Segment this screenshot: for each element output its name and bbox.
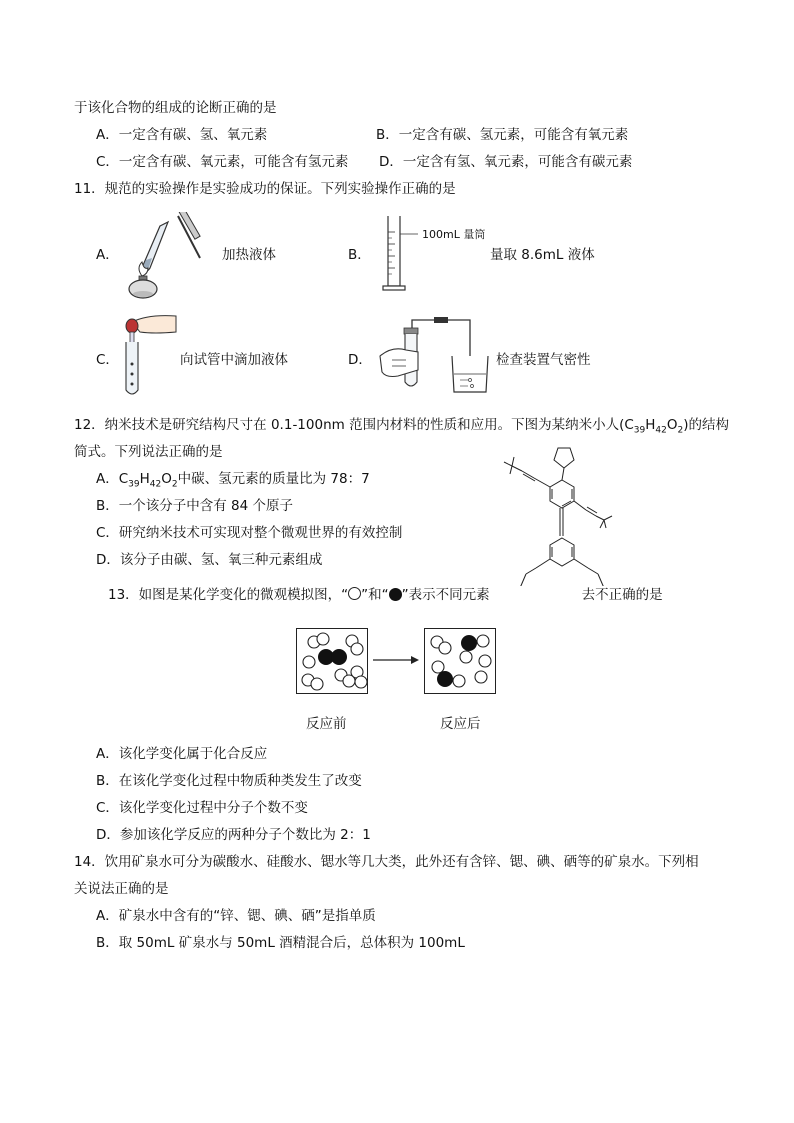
q13-option-b: B．在该化学变化过程中物质种类发生了改变 <box>96 773 362 789</box>
formula-h-count: 42 <box>655 425 667 436</box>
caption-before: 反应前 <box>306 716 347 732</box>
q12-stem-line2: 简式。下列说法正确的是 <box>74 444 223 460</box>
q12-stem-prefix: 12．纳米技术是研究结构尺寸在 0.1-100nm 范围内材料的性质和应用。下图为某纳米小人(C <box>74 417 634 433</box>
black-atom-icon <box>389 588 402 601</box>
after-molecules <box>425 629 495 693</box>
before-reaction-box <box>296 628 368 694</box>
q10-option-d: D．一定含有氢、氧元素，可能含有碳元素 <box>379 154 633 170</box>
nanoputian-structure-figure <box>500 440 620 590</box>
formula-c-count-a: 39 <box>128 479 140 490</box>
formula-h-count-a: 42 <box>149 479 162 490</box>
q10-stem: 于该化合物的组成的论断正确的是 <box>74 100 277 116</box>
q14-option-b: B．取 50mL 矿泉水与 50mL 酒精混合后，总体积为 100mL <box>96 935 465 951</box>
q11-option-d-letter: D． <box>348 352 372 368</box>
q10-option-a: A．一定含有碳、氢、氧元素 <box>96 127 268 143</box>
formula-o-count: 2 <box>677 425 684 436</box>
heating-liquid-figure <box>122 212 212 300</box>
formula-o-count-a: 2 <box>171 479 178 490</box>
after-reaction-box <box>424 628 496 694</box>
q11-option-c-text: 向试管中滴加液体 <box>180 352 288 368</box>
q13-stem-part1: 13．如图是某化学变化的微观模拟图，“ <box>108 587 349 603</box>
q12-option-a-suffix: 中碳、氢元素的质量比为 78：7 <box>177 471 370 487</box>
before-molecules <box>297 629 367 693</box>
cylinder-label: 100mL 量筒 <box>422 228 486 241</box>
q11-option-b-text: 量取 8.6mL 液体 <box>490 247 595 263</box>
q11-option-a-text: 加热液体 <box>222 247 276 263</box>
q11-option-d-text: 检查装置气密性 <box>496 352 591 368</box>
reaction-arrow-icon <box>373 654 419 666</box>
airtightness-check-figure <box>378 312 490 398</box>
q11-option-c-letter: C． <box>96 352 119 368</box>
q13-option-d: D．参加该化学反应的两种分子个数比为 2：1 <box>96 827 371 843</box>
q12-option-b: B．一个该分子中含有 84 个原子 <box>96 498 294 514</box>
q12-stem-suffix: )的结构 <box>683 417 729 433</box>
formula-c-count: 39 <box>633 425 646 436</box>
dropper-figure <box>118 312 180 400</box>
q13-stem-part3: ”表示不同元素 <box>401 587 490 603</box>
q11-option-a-letter: A． <box>96 247 119 263</box>
q12-option-a: A．$C_{39}H_{42}O_2$中碳、氢元素的质量比为 78：7 <box>96 471 370 490</box>
q13-stem <box>108 586 667 604</box>
q13-option-a: A．该化学变化属于化合反应 <box>96 746 268 762</box>
q11-stem: 11．规范的实验操作是实验成功的保证。下列实验操作正确的是 <box>74 181 456 197</box>
q13-stem-part4: 去不正确的是 <box>581 587 663 603</box>
q14-option-a: A．矿泉水中含有的“锌、锶、碘、硒”是指单质 <box>96 908 376 924</box>
q10-option-c: C．一定含有碳、氧元素，可能含有氢元素 <box>96 154 349 170</box>
q14-stem-line1: 14．饮用矿泉水可分为碳酸水、硅酸水、锶水等几大类，此外还有含锌、锶、碘、硒等的矿泉水。下列相 <box>74 854 699 870</box>
caption-after: 反应后 <box>440 716 481 732</box>
q12-option-d: D．该分子由碳、氢、氧三种元素组成 <box>96 552 323 568</box>
q13-option-c: C．该化学变化过程中分子个数不变 <box>96 800 308 816</box>
q12-stem-line1: 12．纳米技术是研究结构尺寸在 0.1-100nm 范围内材料的性质和应用。下图为某纳米小人$(C_{39}H_{42}O_2)$的结构 <box>74 417 729 436</box>
q11-option-b-letter: B． <box>348 247 371 263</box>
graduated-cylinder-figure <box>380 212 420 294</box>
q14-stem-line2: 关说法正确的是 <box>74 881 169 897</box>
white-atom-icon <box>348 587 361 600</box>
q10-option-b: B．一定含有碳、氢元素，可能含有氧元素 <box>376 127 629 143</box>
q13-stem-part2: ”和“ <box>361 587 389 603</box>
q12-option-a-prefix: A．C <box>96 471 129 487</box>
q12-option-c: C．研究纳米技术可实现对整个微观世界的有效控制 <box>96 525 403 541</box>
